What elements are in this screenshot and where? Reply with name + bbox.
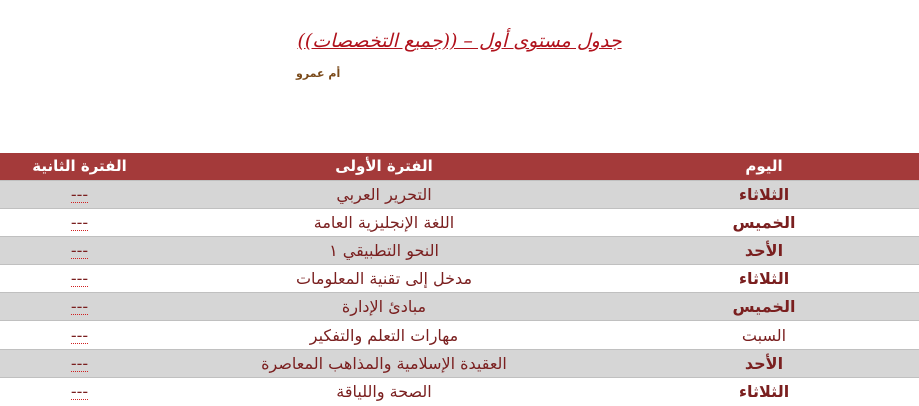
row-period1: مدخل إلى تقنية المعلومات: [295, 269, 473, 289]
row-day: الخميس: [732, 212, 796, 232]
header-period2: الفترة الثانية: [32, 157, 127, 176]
row-day: الثلاثاء: [738, 382, 790, 402]
row-day: الأحد: [744, 240, 784, 260]
row-period1: الصحة واللياقة: [336, 382, 432, 402]
table-row: [0, 265, 919, 293]
row-period1: التحرير العربي: [336, 184, 432, 204]
row-period1: اللغة الإنجليزية العامة: [313, 212, 455, 232]
row-day: الثلاثاء: [738, 184, 790, 204]
schedule-table: [0, 153, 919, 406]
table-row: [0, 293, 919, 321]
row-period2: ---: [70, 184, 89, 204]
header-period1: الفترة الأولى: [335, 157, 433, 176]
row-period2-cell: [0, 321, 159, 349]
author-label: أم عمرو: [296, 67, 341, 80]
table-row: [0, 180, 919, 208]
row-period1: مهارات التعلم والتفكير: [309, 325, 459, 345]
row-period1: العقيدة الإسلامية والمذاهب المعاصرة: [261, 353, 507, 373]
row-period2-cell: [0, 265, 159, 293]
row-day: السبت: [741, 325, 787, 345]
row-period2: ---: [70, 382, 89, 402]
row-period2-cell: [0, 349, 159, 377]
row-period1: النحو التطبيقي ١: [329, 240, 439, 260]
row-period2-cell: [0, 208, 159, 236]
table-header-row: [0, 153, 919, 180]
page-title: جدول مستوى أول – ((جميع التخصصات)): [297, 30, 622, 52]
table-row: [0, 236, 919, 264]
row-period1: مبادئ الإدارة: [341, 297, 427, 317]
row-period2-cell: [0, 377, 159, 405]
table-row: [0, 377, 919, 405]
table-row: [0, 321, 919, 349]
row-period2: ---: [70, 240, 89, 260]
table-row: [0, 208, 919, 236]
row-day: الأحد: [744, 353, 784, 373]
row-period2-cell: [0, 293, 159, 321]
row-period2: ---: [70, 353, 89, 373]
table-row: [0, 349, 919, 377]
row-period2: ---: [70, 325, 89, 345]
row-period2: ---: [70, 269, 89, 289]
row-period2-cell: [0, 180, 159, 208]
row-period2: ---: [70, 212, 89, 232]
row-period2: ---: [70, 297, 89, 317]
header-day: اليوم: [745, 157, 783, 176]
row-day: الخميس: [732, 297, 796, 317]
row-period2-cell: [0, 236, 159, 264]
row-day: الثلاثاء: [738, 269, 790, 289]
